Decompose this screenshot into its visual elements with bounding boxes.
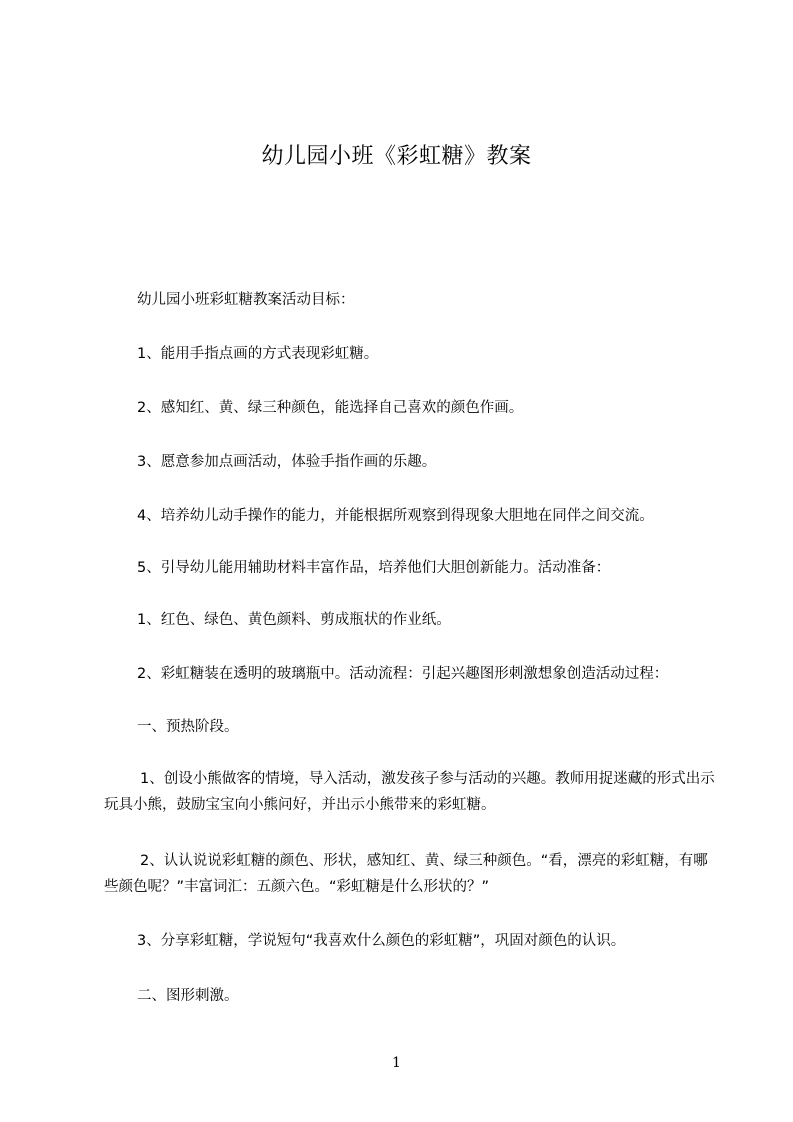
paragraph: [104, 341, 704, 367]
paragraph: [104, 555, 704, 581]
paragraph: [104, 503, 704, 529]
paragraph: [104, 983, 704, 1009]
document-title: 幼儿园小班《彩虹糖》教案: [261, 144, 532, 169]
paragraph-text: 2、彩虹糖装在透明的玻璃瓶中。活动流程：引起兴趣图形刺激想象创造活动过程：: [137, 666, 669, 682]
paragraph-text: 一、预热阶段。: [137, 719, 239, 735]
paragraph-text: 3、愿意参加点画活动，体验手指作画的乐趣。: [137, 454, 437, 470]
paragraph-text: 4、培养幼儿动手操作的能力，并能根据所观察到得现象大胆地在同伴之间交流。: [137, 508, 654, 524]
paragraph: [104, 928, 704, 954]
paragraph-text: 2、感知红、黄、绿三种颜色，能选择自己喜欢的颜色作画。: [137, 400, 524, 416]
paragraph-text: 二、图形刺激。: [137, 988, 239, 1004]
paragraph: [104, 287, 704, 313]
paragraph-text: 5、引导幼儿能用辅助材料丰富作品，培养他们大胆创新能力。活动准备：: [137, 560, 611, 576]
paragraph: [104, 607, 704, 633]
paragraph: [104, 395, 704, 421]
paragraph: [104, 661, 704, 687]
paragraph-text: 1、能用手指点画的方式表现彩虹糖。: [137, 346, 379, 362]
paragraph: [104, 714, 704, 740]
paragraph-text: 1、红色、绿色、黄色颜料、剪成瓶状的作业纸。: [137, 612, 451, 628]
paragraph-text: 1、创设小熊做客的情境，导入活动，激发孩子参与活动的兴趣。教师用捉迷藏的形式出示玩具小熊，鼓励宝宝向小熊问好，并出示小熊带来的彩虹糖。: [104, 771, 715, 813]
page-number: 1: [392, 1055, 401, 1071]
paragraph: [104, 449, 704, 475]
paragraph-text: 2、认认说说彩虹糖的颜色、形状，感知红、黄、绿三种颜色。“看，漂亮的彩虹糖，有哪些颜色呢？”丰富词汇：五颜六色。“彩虹糖是什么形状的？”: [104, 853, 708, 895]
paragraph: [104, 848, 716, 900]
paragraph-text: 3、分享彩虹糖，学说短句“我喜欢什么颜色的彩虹糖”，巩固对颜色的认识。: [137, 933, 626, 949]
paragraph-text: 幼儿园小班彩虹糖教案活动目标：: [137, 292, 355, 308]
paragraph: [104, 766, 716, 818]
